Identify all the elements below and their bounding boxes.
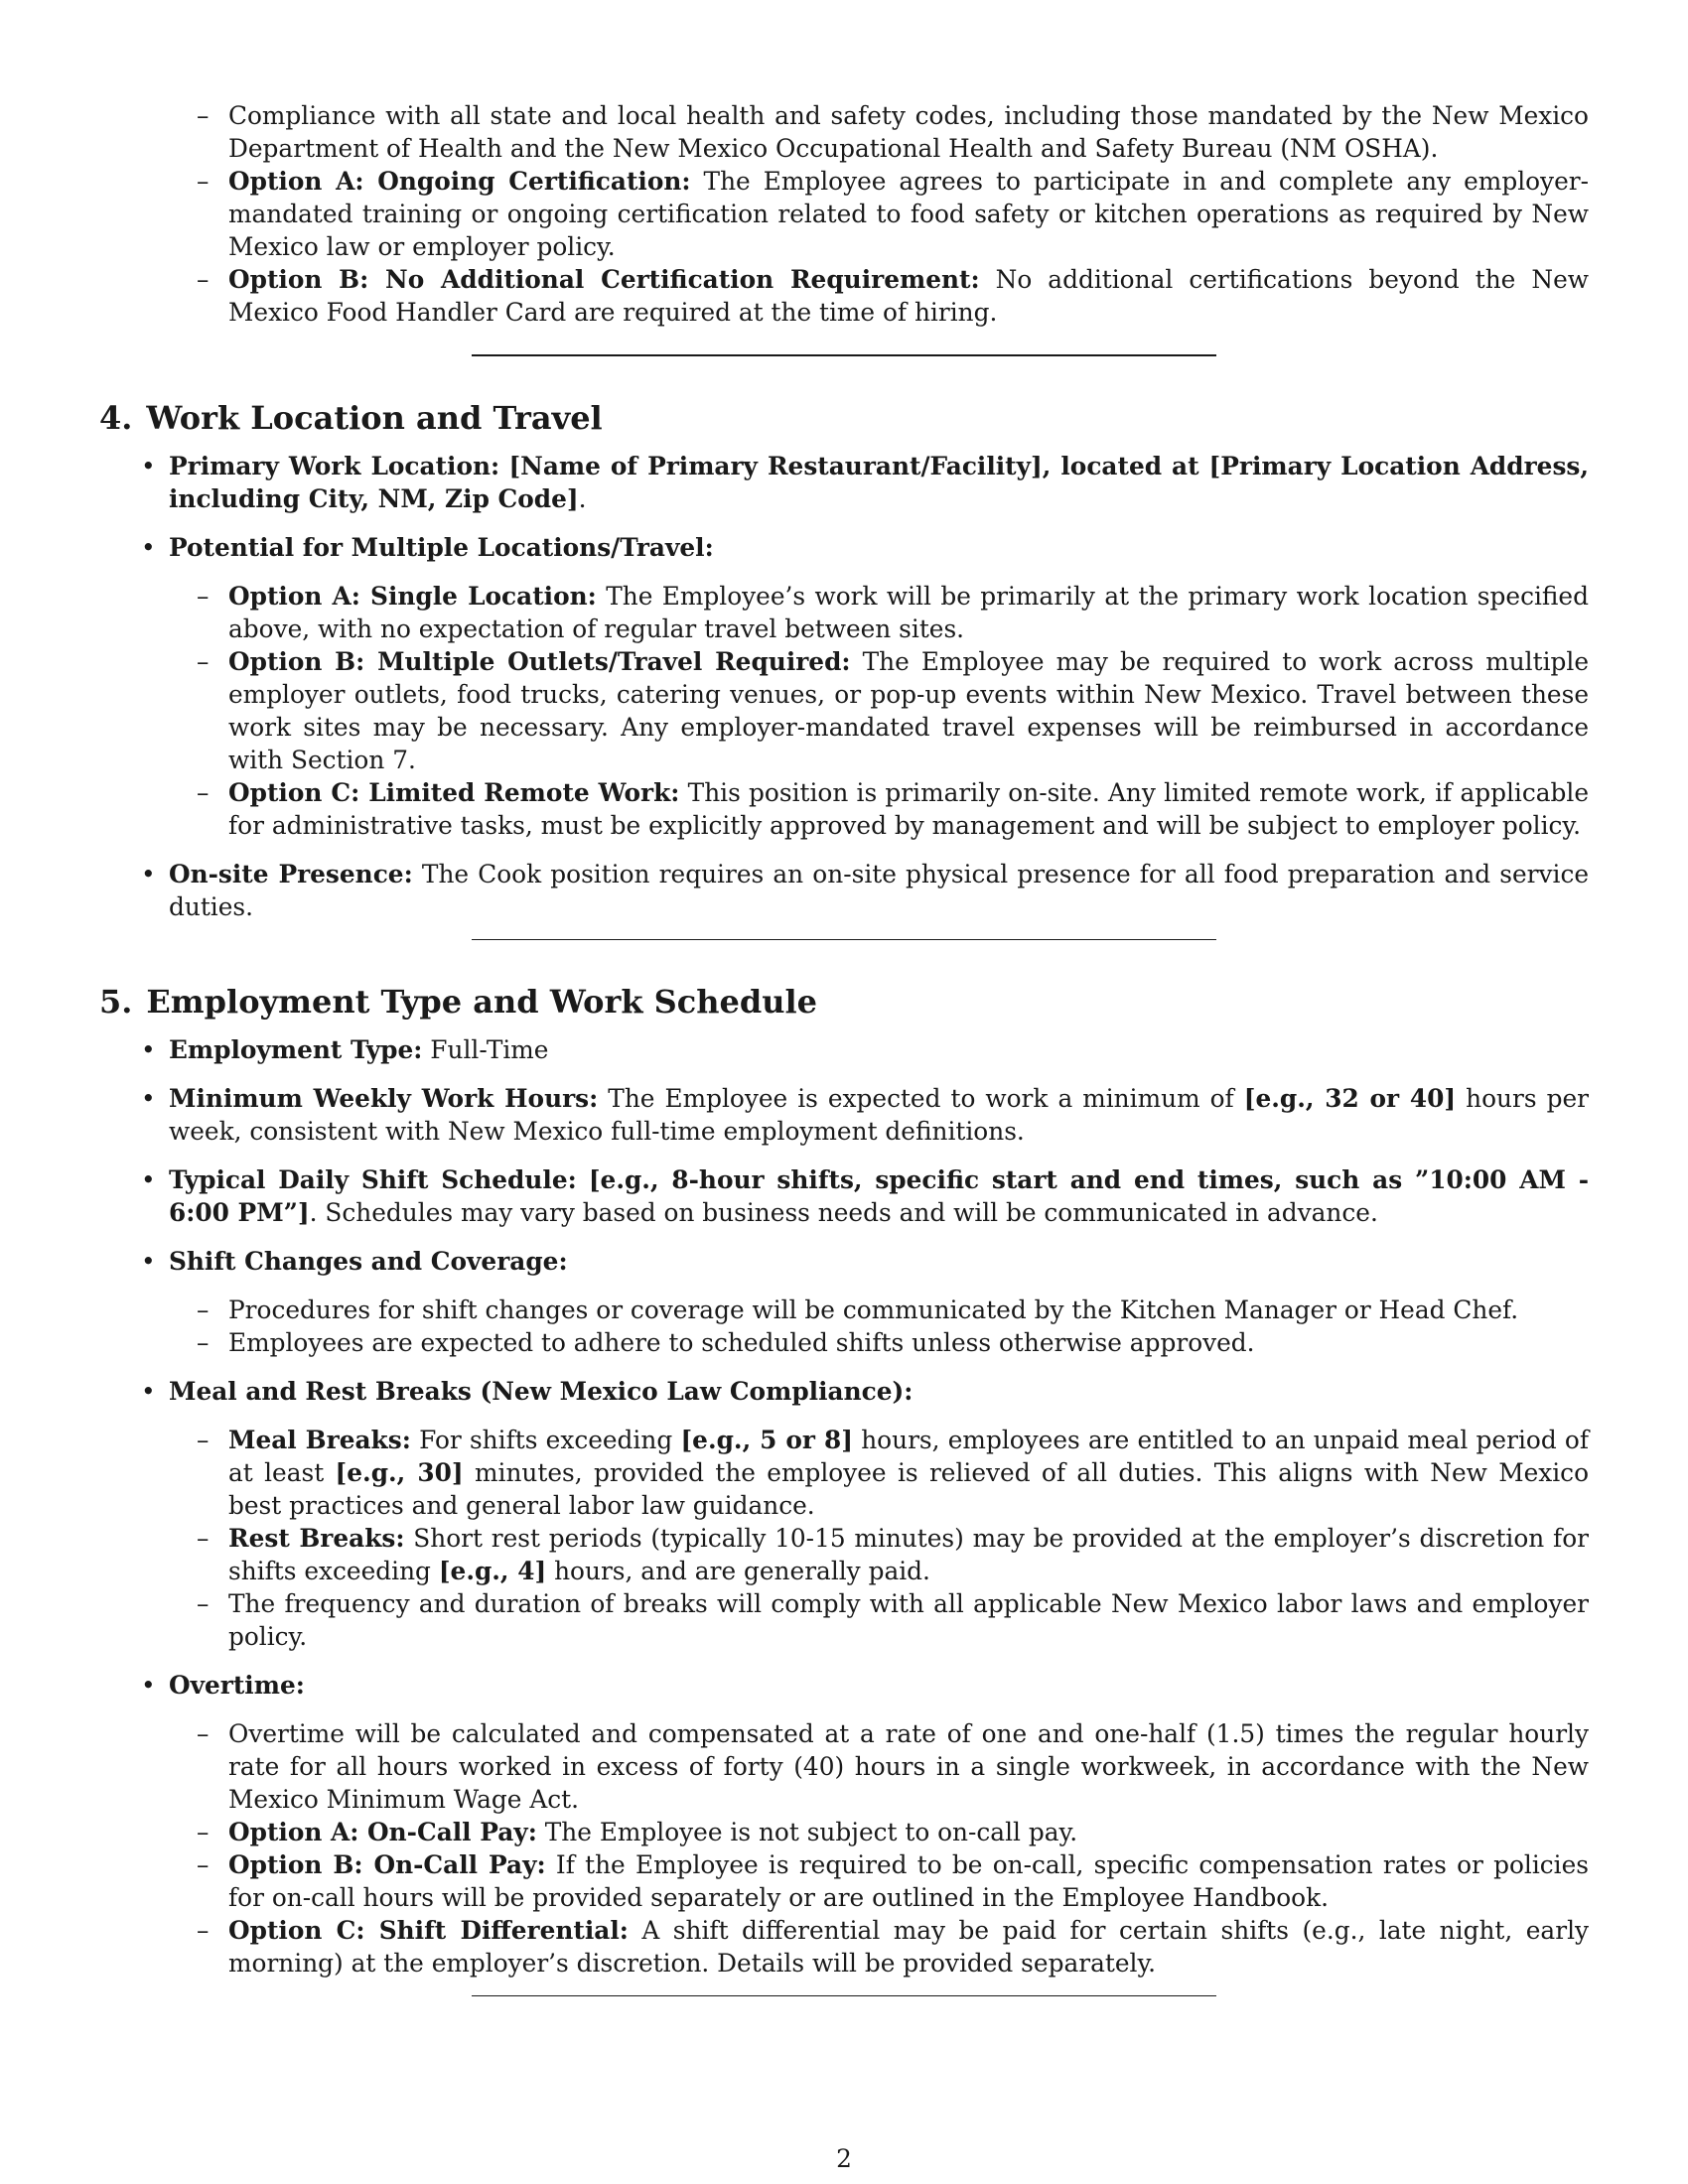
list-item-text: Short rest periods (typically 10-15 minutes) may be provided at the employer’s discretion for shifts exceeding bbox=[228, 1524, 1589, 1585]
list-item-text: No additional certifications beyond the New Mexico Food Handler Card are required at the time of hiring. bbox=[228, 265, 1589, 327]
list-item-text: If the Employee is required to be on-call, specific compensation rates or policies for on-call hours will be provided separately or are outlined in the Employee Handbook. bbox=[228, 1850, 1589, 1912]
list-item-text: minutes, provided the employee is relieved of all duties. This aligns with New Mexico best practices and general labor law guidance. bbox=[228, 1458, 1590, 1520]
hours-placeholder: [e.g., 32 or 40] bbox=[1243, 1084, 1457, 1113]
list-item-label: Meal and Rest Breaks (New Mexico Law Compliance): bbox=[169, 1377, 914, 1406]
rest-placeholder: [e.g., 4] bbox=[438, 1557, 547, 1585]
list-item bbox=[228, 776, 1589, 842]
list-item-text: The Cook position requires an on-site physical presence for all food preparation and service duties. bbox=[169, 860, 1590, 921]
list-item bbox=[228, 1294, 1589, 1326]
list-item-text: Procedures for shift changes or coverage will be communicated by the Kitchen Manager or Head Chef. bbox=[228, 1296, 1519, 1324]
list-item-text: For shifts exceeding bbox=[419, 1426, 673, 1454]
list-item-text: hours per week, consistent with New Mexico full-time employment definitions. bbox=[169, 1084, 1589, 1146]
weekly-hours-item bbox=[169, 1082, 1589, 1148]
section-divider bbox=[472, 354, 1216, 356]
list-item-label: Option B: On-Call Pay: bbox=[228, 1850, 546, 1879]
list-item-text: The frequency and duration of breaks will comply with all applicable New Mexico labor laws and employer policy. bbox=[228, 1589, 1589, 1651]
primary-location-item bbox=[169, 450, 1589, 515]
list-item-label: Option A: On-Call Pay: bbox=[228, 1818, 537, 1846]
list-item-label: Option B: Multiple Outlets/Travel Required: bbox=[228, 647, 851, 676]
list-item bbox=[228, 263, 1589, 329]
list-item-text: The Employee is not subject to on-call pay. bbox=[544, 1818, 1078, 1846]
list-item-label: Shift Changes and Coverage: bbox=[169, 1247, 568, 1276]
list-item-label: Minimum Weekly Work Hours: bbox=[169, 1084, 599, 1113]
list-item bbox=[228, 1914, 1589, 1979]
list-item-label: Typical Daily Shift Schedule: bbox=[169, 1165, 577, 1194]
list-item-label: Option C: Limited Remote Work: bbox=[228, 778, 680, 807]
shift-schedule-item bbox=[169, 1163, 1589, 1229]
list-item-text: The Employee is expected to work a minimum of bbox=[608, 1084, 1234, 1113]
list-item-text: Full-Time bbox=[430, 1035, 549, 1064]
list-item-text: hours, employees are entitled to an unpaid meal period of at least bbox=[228, 1426, 1590, 1487]
list-item-text: The Employee’s work will be primarily at the primary work location specified above, with no expectation of regular travel between sites. bbox=[228, 582, 1589, 643]
section-divider bbox=[472, 1995, 1216, 1996]
list-item-label: Option A: Ongoing Certification: bbox=[228, 167, 691, 196]
list-item-label: Meal Breaks: bbox=[228, 1426, 411, 1454]
list-item bbox=[228, 165, 1589, 263]
section-divider bbox=[472, 939, 1216, 940]
list-item bbox=[228, 645, 1589, 776]
shift-placeholder: [e.g., 8-hour shifts, specific start and end times, such as ”10:00 AM - 6:00 PM”] bbox=[169, 1165, 1590, 1227]
overtime-list bbox=[169, 1717, 1589, 1979]
section-5-heading bbox=[99, 982, 1589, 1022]
page-number: 2 bbox=[836, 2144, 852, 2173]
section-5-list bbox=[99, 1033, 1589, 1979]
multiple-locations-item bbox=[169, 531, 1589, 842]
primary-location-placeholder: [Name of Primary Restaurant/Facility], located at [Primary Location Address, including City, NM, Zip Code] bbox=[169, 452, 1590, 513]
list-item-label: Option A: Single Location: bbox=[228, 582, 597, 611]
list-item bbox=[228, 1326, 1589, 1359]
list-item-text: hours, and are generally paid. bbox=[554, 1557, 930, 1585]
list-item-text: This position is primarily on-site. Any limited remote work, if applicable for administrative tasks, must be explicitly approved by management and will be subject to employer policy. bbox=[228, 778, 1589, 840]
meal-minutes-placeholder: [e.g., 30] bbox=[335, 1458, 464, 1487]
breaks-item bbox=[169, 1375, 1589, 1653]
list-item-text: Overtime will be calculated and compensated at a rate of one and one-half (1.5) times the regular hourly rate for all hours worked in excess of forty (40) hours in a single workweek, in accordance with the New Mexico Minimum Wage Act. bbox=[228, 1719, 1589, 1814]
certification-options-list bbox=[99, 99, 1589, 329]
employment-type-item bbox=[169, 1033, 1589, 1066]
section-number: 5. bbox=[99, 983, 133, 1021]
list-item-label: Primary Work Location: bbox=[169, 452, 500, 480]
list-item bbox=[228, 1848, 1589, 1914]
list-item-text: The Employee may be required to work across multiple employer outlets, food trucks, catering venues, or pop-up events within New Mexico. Travel between these work sites may be necessary. Any employer-mandated travel expenses will be reimbursed in accordance with Section 7. bbox=[228, 647, 1589, 774]
list-item-label: Employment Type: bbox=[169, 1035, 423, 1064]
meal-placeholder: [e.g., 5 or 8] bbox=[680, 1426, 853, 1454]
list-item-text: The Employee agrees to participate in and complete any employer-mandated training or ongoing certification related to food safety or kitchen operations as required by New Mexico law or employer policy. bbox=[228, 167, 1589, 261]
section-4-list bbox=[99, 450, 1589, 923]
list-item-label: Option C: Shift Differential: bbox=[228, 1916, 629, 1945]
shift-changes-list bbox=[169, 1294, 1589, 1359]
list-item-text: Compliance with all state and local health and safety codes, including those mandated by the New Mexico Department of Health and the New Mexico Occupational Health and Safety Bureau (NM OSHA). bbox=[228, 101, 1589, 163]
list-item bbox=[228, 99, 1589, 165]
list-item bbox=[228, 1717, 1589, 1816]
list-item-text: Employees are expected to adhere to scheduled shifts unless otherwise approved. bbox=[228, 1328, 1255, 1357]
onsite-presence-item bbox=[169, 858, 1589, 923]
list-item bbox=[228, 1816, 1589, 1848]
list-item-text: A shift differential may be paid for certain shifts (e.g., late night, early morning) at the employer’s discretion. Details will be provided separately. bbox=[228, 1916, 1590, 1978]
list-item-label: Overtime: bbox=[169, 1671, 305, 1700]
section-4-heading bbox=[99, 398, 1589, 438]
list-item bbox=[228, 1424, 1589, 1522]
list-item bbox=[228, 580, 1589, 645]
list-item-text: . bbox=[578, 484, 587, 513]
list-item bbox=[228, 1587, 1589, 1653]
location-options-list bbox=[169, 580, 1589, 842]
section-title: Employment Type and Work Schedule bbox=[146, 983, 818, 1021]
list-item bbox=[228, 1522, 1589, 1587]
list-item-label: Rest Breaks: bbox=[228, 1524, 405, 1553]
shift-changes-item bbox=[169, 1245, 1589, 1359]
list-item-label: Potential for Multiple Locations/Travel: bbox=[169, 533, 714, 562]
section-number: 4. bbox=[99, 399, 133, 437]
list-item-text: . Schedules may vary based on business needs and will be communicated in advance. bbox=[309, 1198, 1378, 1227]
document-page bbox=[99, 99, 1589, 1996]
section-title: Work Location and Travel bbox=[146, 399, 603, 437]
list-item-label: On-site Presence: bbox=[169, 860, 413, 888]
breaks-list bbox=[169, 1424, 1589, 1653]
list-item-label: Option B: No Additional Certification Requirement: bbox=[228, 265, 980, 294]
overtime-item bbox=[169, 1669, 1589, 1979]
